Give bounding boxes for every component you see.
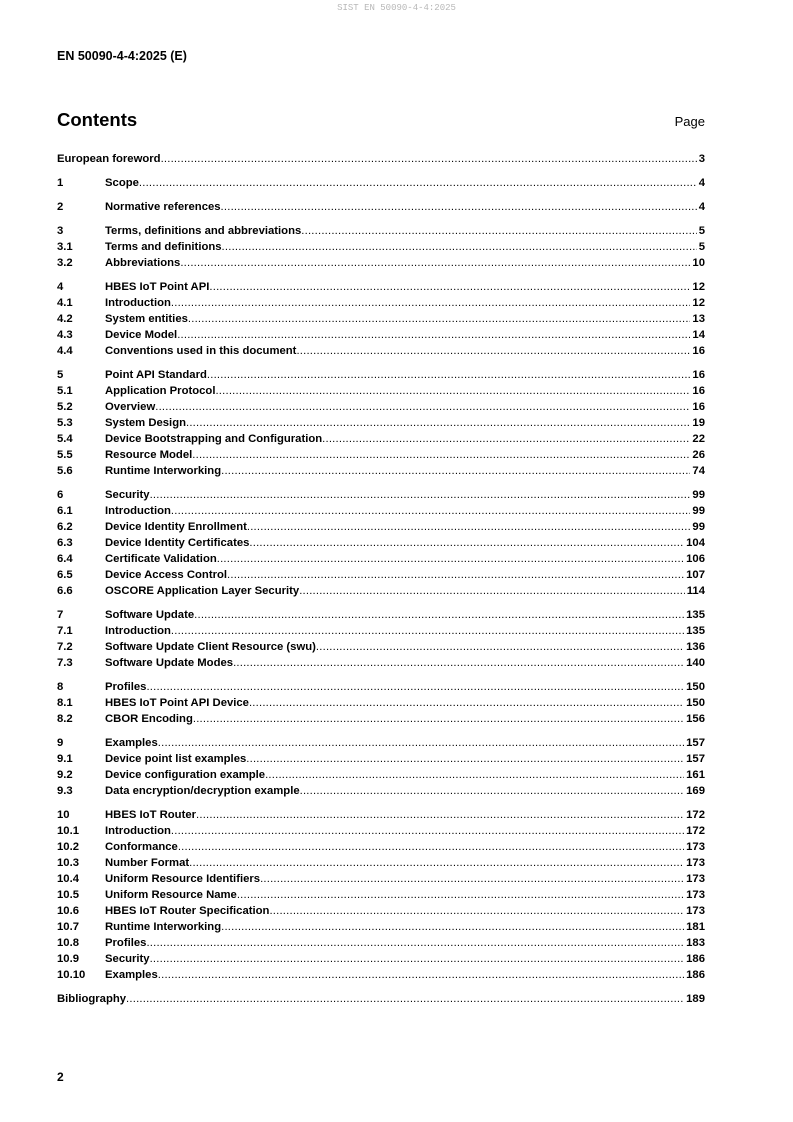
dot-leader [221,463,690,479]
toc-entry[interactable] [57,967,705,983]
section-number: 6.4 [57,553,73,565]
dot-leader [322,431,690,447]
toc-entry[interactable] [57,679,705,695]
section-title: Conformance [105,841,178,853]
section-page: 12 [692,297,705,309]
dot-leader [126,991,684,1007]
section-page: 106 [686,553,705,565]
section-number: 10.9 [57,953,79,965]
section-number: 10.5 [57,889,79,901]
section-number: 5.3 [57,417,73,429]
section-number: 10.8 [57,937,79,949]
dot-leader [158,967,684,983]
section-title: Security [105,953,150,965]
dot-leader [180,255,690,271]
dot-leader [233,655,684,671]
section-title: Abbreviations [105,257,181,269]
toc-entry[interactable] [57,823,705,839]
section-title: Introduction [105,825,171,837]
dot-leader [193,711,684,727]
section-page: 169 [686,785,705,797]
section-page: 10 [692,257,705,269]
toc-entry[interactable] [57,295,705,311]
section-title: Software Update [105,609,195,621]
dot-leader [209,279,690,295]
section-number: 6.3 [57,537,73,549]
toc-entry[interactable] [57,239,705,255]
section-number: 8.1 [57,697,73,709]
toc-entry[interactable] [57,607,705,623]
section-number: 9.2 [57,769,73,781]
section-title: Resource Model [105,449,193,461]
dot-leader [188,311,691,327]
toc-entry[interactable] [57,567,705,583]
section-number: 7 [57,609,64,621]
section-number: 9.1 [57,753,73,765]
toc-entry[interactable] [57,327,705,343]
toc-entry[interactable] [57,199,705,215]
dot-leader [221,919,684,935]
dot-leader [249,535,684,551]
section-page: 181 [686,921,705,933]
section-number: 7.3 [57,657,73,669]
section-number: 10 [57,809,70,821]
toc-entry[interactable] [57,639,705,655]
section-number: 10.6 [57,905,79,917]
section-page: 173 [686,857,705,869]
section-title: Certificate Validation [105,553,217,565]
dot-leader [161,151,697,167]
section-page: 136 [686,641,705,653]
dot-leader [150,951,685,967]
section-number: 5.6 [57,465,73,477]
section-page: 173 [686,889,705,901]
section-title: HBES IoT Point API [105,281,210,293]
section-number: 7.1 [57,625,73,637]
section-title: Device Identity Enrollment [105,521,247,533]
toc-group [57,223,705,271]
dot-leader [217,551,684,567]
section-title: Device point list examples [105,753,247,765]
toc-entry[interactable] [57,935,705,951]
section-title: Terms, definitions and abbreviations [105,225,302,237]
dot-leader [178,839,684,855]
section-page: 135 [686,609,705,621]
dot-leader [296,343,690,359]
section-number: 4.3 [57,329,73,341]
section-number: 6.6 [57,585,73,597]
dot-leader [260,871,684,887]
section-number: 8 [57,681,64,693]
section-number: 1 [57,177,64,189]
section-title: Introduction [105,297,171,309]
toc-entry[interactable] [57,783,705,799]
section-title: Uniform Resource Name [105,889,237,901]
section-number: 5.2 [57,401,73,413]
toc-entry[interactable] [57,431,705,447]
section-title: Data encryption/decryption example [105,785,300,797]
section-page: 157 [686,737,705,749]
section-page: 14 [692,329,705,341]
section-number: 5 [57,369,64,381]
section-page: 172 [686,809,705,821]
toc-entry[interactable] [57,919,705,935]
section-title: Application Protocol [105,385,216,397]
page-column-label: Page [674,114,705,129]
section-title: Overview [105,401,156,413]
dot-leader [196,807,684,823]
section-title: HBES IoT Router [105,809,197,821]
section-title: Uniform Resource Identifiers [105,873,261,885]
toc-entry[interactable] [57,807,705,823]
section-page: 4 [698,201,705,213]
section-number: 5.1 [57,385,73,397]
section-page: 19 [692,417,705,429]
dot-leader [227,567,684,583]
section-title: Point API Standard [105,369,207,381]
toc-group [57,199,705,215]
dot-leader [316,639,684,655]
toc-group [57,991,705,1007]
toc-entry[interactable] [57,551,705,567]
toc-entry[interactable] [57,583,705,599]
section-number: 6.5 [57,569,73,581]
dot-leader [146,679,684,695]
section-title: Introduction [105,625,171,637]
section-title: European foreword [57,153,161,165]
toc-entry[interactable] [57,503,705,519]
section-page: 173 [686,841,705,853]
dot-leader [155,399,690,415]
toc-entry[interactable] [57,151,705,167]
section-page: 16 [692,369,705,381]
section-number: 8.2 [57,713,73,725]
section-page: 99 [692,521,705,533]
section-page: 4 [698,177,705,189]
section-page: 173 [686,873,705,885]
section-number: 3.2 [57,257,73,269]
section-page: 16 [692,345,705,357]
section-page: 172 [686,825,705,837]
section-page: 183 [686,937,705,949]
toc-entry[interactable] [57,839,705,855]
dot-leader [186,415,690,431]
section-page: 5 [698,225,705,237]
dot-leader [171,295,691,311]
toc-entry[interactable] [57,535,705,551]
section-page: 99 [692,505,705,517]
toc-entry[interactable] [57,623,705,639]
toc-entry[interactable] [57,767,705,783]
dot-leader [177,327,690,343]
section-number: 10.3 [57,857,79,869]
table-of-contents [57,151,705,1007]
section-title: Software Update Client Resource (swu) [105,641,316,653]
section-title: Software Update Modes [105,657,234,669]
section-page: 135 [686,625,705,637]
section-title: Terms and definitions [105,241,222,253]
section-number: 4.4 [57,345,73,357]
dot-leader [301,223,696,239]
section-page: 156 [686,713,705,725]
toc-entry[interactable] [57,343,705,359]
toc-group [57,735,705,799]
dot-leader [221,199,697,215]
section-page: 161 [686,769,705,781]
dot-leader [194,607,684,623]
section-page: 157 [686,753,705,765]
dot-leader [299,583,685,599]
toc-group [57,175,705,191]
dot-leader [269,903,684,919]
toc-entry[interactable] [57,447,705,463]
toc-entry[interactable] [57,415,705,431]
section-page: 99 [692,489,705,501]
watermark: SIST EN 50090-4-4:2025 [337,3,456,13]
section-page: 74 [692,465,705,477]
section-title: Conventions used in this document [105,345,297,357]
dot-leader [146,935,684,951]
toc-entry[interactable] [57,399,705,415]
section-title: Bibliography [57,993,127,1005]
section-number: 9.3 [57,785,73,797]
toc-entry[interactable] [57,279,705,295]
toc-entry[interactable] [57,255,705,271]
toc-group [57,679,705,727]
dot-leader [139,175,697,191]
section-page: 173 [686,905,705,917]
section-number: 10.2 [57,841,79,853]
section-number: 4.2 [57,313,73,325]
toc-group [57,279,705,359]
section-title: Security [105,489,150,501]
section-number: 4 [57,281,64,293]
section-page: 12 [692,281,705,293]
section-title: System entities [105,313,188,325]
dot-leader [171,623,684,639]
dot-leader [192,447,690,463]
section-number: 3 [57,225,64,237]
section-title: Device configuration example [105,769,266,781]
section-number: 6 [57,489,64,501]
section-page: 16 [692,385,705,397]
dot-leader [215,383,690,399]
section-title: Introduction [105,505,171,517]
section-page: 107 [686,569,705,581]
dot-leader [265,767,684,783]
dot-leader [249,695,684,711]
section-title: HBES IoT Router Specification [105,905,270,917]
section-title: Profiles [105,937,147,949]
toc-group [57,151,705,167]
section-number: 7.2 [57,641,73,653]
section-page: 186 [686,953,705,965]
section-page: 104 [686,537,705,549]
section-title: Profiles [105,681,147,693]
toc-entry[interactable] [57,487,705,503]
dot-leader [158,735,684,751]
section-number: 3.1 [57,241,73,253]
section-number: 10.1 [57,825,79,837]
section-number: 5.5 [57,449,73,461]
section-number: 4.1 [57,297,73,309]
section-number: 2 [57,201,64,213]
section-page: 140 [686,657,705,669]
section-number: 10.7 [57,921,79,933]
section-title: Device Model [105,329,178,341]
document-id: EN 50090-4-4:2025 (E) [57,49,187,63]
section-page: 150 [686,697,705,709]
section-number: 10.4 [57,873,79,885]
toc-entry[interactable] [57,871,705,887]
dot-leader [207,367,691,383]
toc-group [57,367,705,479]
section-title: System Design [105,417,186,429]
toc-entry[interactable] [57,223,705,239]
section-title: HBES IoT Point API Device [105,697,249,709]
section-page: 5 [698,241,705,253]
section-page: 150 [686,681,705,693]
toc-entry[interactable] [57,887,705,903]
section-page: 114 [686,585,705,597]
section-page: 26 [692,449,705,461]
section-title: OSCORE Application Layer Security [105,585,300,597]
section-number: 5.4 [57,433,73,445]
dot-leader [150,487,691,503]
toc-entry[interactable] [57,519,705,535]
page-number: 2 [57,1070,64,1084]
section-title: Runtime Interworking [105,465,222,477]
toc-entry[interactable] [57,991,705,1007]
section-title: Number Format [105,857,190,869]
section-page: 189 [686,993,705,1005]
dot-leader [171,503,691,519]
toc-entry[interactable] [57,751,705,767]
section-title: Examples [105,737,158,749]
toc-entry[interactable] [57,903,705,919]
section-title: Runtime Interworking [105,921,222,933]
section-title: Scope [105,177,139,189]
toc-entry[interactable] [57,463,705,479]
toc-entry[interactable] [57,855,705,871]
section-page: 3 [698,153,705,165]
dot-leader [246,751,684,767]
section-title: Examples [105,969,158,981]
dot-leader [171,823,684,839]
section-page: 13 [692,313,705,325]
section-number: 6.1 [57,505,73,517]
section-title: CBOR Encoding [105,713,193,725]
toc-entry[interactable] [57,711,705,727]
dot-leader [189,855,684,871]
toc-entry[interactable] [57,735,705,751]
toc-group [57,487,705,599]
toc-entry[interactable] [57,383,705,399]
section-number: 10.10 [57,969,86,981]
toc-entry[interactable] [57,367,705,383]
toc-group [57,607,705,671]
section-page: 22 [692,433,705,445]
toc-group [57,807,705,983]
toc-entry[interactable] [57,175,705,191]
section-page: 16 [692,401,705,413]
section-title: Device Bootstrapping and Configuration [105,433,323,445]
section-number: 9 [57,737,64,749]
section-page: 186 [686,969,705,981]
dot-leader [222,239,697,255]
section-title: Device Access Control [105,569,228,581]
section-title: Normative references [105,201,221,213]
section-title: Device Identity Certificates [105,537,250,549]
toc-entry[interactable] [57,311,705,327]
contents-heading: Contents [57,109,138,130]
toc-entry[interactable] [57,655,705,671]
section-number: 6.2 [57,521,73,533]
dot-leader [247,519,691,535]
toc-entry[interactable] [57,951,705,967]
dot-leader [300,783,685,799]
toc-entry[interactable] [57,695,705,711]
dot-leader [237,887,684,903]
